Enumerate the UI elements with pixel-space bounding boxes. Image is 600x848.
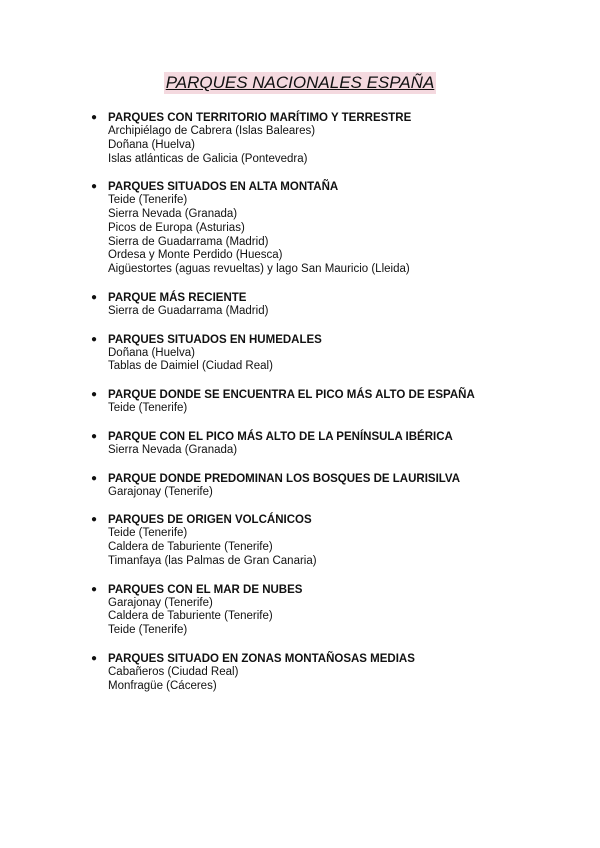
bullet-icon: ● [91, 514, 98, 526]
section-heading: PARQUES SITUADOS EN ALTA MONTAÑA [108, 181, 339, 194]
section-heading: PARQUE CON EL PICO MÁS ALTO DE LA PENÍNSULA IBÉRICA [108, 430, 453, 443]
section-heading: PARQUES CON TERRITORIO MARÍTIMO Y TERRESTRE [108, 112, 412, 124]
park-item: Monfragüe (Cáceres) [108, 679, 217, 692]
section [91, 430, 578, 458]
park-item: Tablas de Daimiel (Ciudad Real) [108, 360, 273, 373]
section-list [91, 111, 578, 707]
section [91, 180, 578, 277]
park-item: Sierra de Guadarrama (Madrid) [108, 304, 269, 317]
section-heading: PARQUE MÁS RECIENTE [108, 291, 247, 304]
section [91, 583, 578, 638]
park-item: Teide (Tenerife) [108, 527, 188, 540]
section [91, 388, 578, 416]
section [91, 111, 578, 166]
bullet-icon: ● [91, 112, 98, 123]
section [91, 333, 578, 375]
park-list [108, 597, 578, 638]
bullet-icon: ● [91, 652, 98, 664]
park-item: Sierra de Guadarrama (Madrid) [108, 235, 269, 248]
section-heading: PARQUE DONDE SE ENCUENTRA EL PICO MÁS ALTO DE ESPAÑA [108, 389, 475, 401]
park-item: Sierra Nevada (Granada) [108, 443, 238, 456]
park-item: Doñana (Huelva) [108, 138, 195, 151]
park-item: Caldera de Taburiente (Tenerife) [108, 610, 273, 623]
park-list [108, 194, 578, 277]
section-heading: PARQUES DE ORIGEN VOLCÁNICOS [108, 514, 312, 527]
park-item: Archipiélago de Cabrera (Islas Baleares) [108, 125, 316, 137]
park-item: Timanfaya (las Palmas de Gran Canaria) [108, 554, 317, 567]
section [91, 291, 578, 319]
park-list [108, 527, 578, 568]
park-list [108, 305, 578, 319]
title-wrapper [0, 72, 600, 94]
park-item: Cabañeros (Ciudad Real) [108, 665, 239, 678]
park-item: Caldera de Taburiente (Tenerife) [108, 541, 273, 553]
park-item: Garajonay (Tenerife) [108, 485, 213, 498]
section-heading: PARQUES SITUADOS EN HUMEDALES [108, 333, 322, 346]
park-item: Islas atlánticas de Galicia (Pontevedra) [108, 152, 308, 165]
park-list [108, 444, 578, 458]
bullet-icon: ● [91, 181, 98, 193]
park-item: Teide (Tenerife) [108, 402, 188, 414]
park-item: Sierra Nevada (Granada) [108, 208, 238, 220]
bullet-icon: ● [91, 389, 98, 400]
bullet-icon: ● [91, 430, 98, 442]
section [91, 652, 578, 694]
park-item: Ordesa y Monte Perdido (Huesca) [108, 249, 283, 262]
section-heading: PARQUES CON EL MAR DE NUBES [108, 583, 303, 596]
bullet-icon: ● [91, 583, 98, 595]
park-item: Aigüestortes (aguas revueltas) y lago San Mauricio (Lleida) [108, 263, 410, 275]
section-heading: PARQUE DONDE PREDOMINAN LOS BOSQUES DE LAURISILVA [108, 472, 461, 485]
park-list [108, 486, 578, 500]
section-heading: PARQUES SITUADO EN ZONAS MONTAÑOSAS MEDIAS [108, 652, 415, 665]
park-item: Picos de Europa (Asturias) [108, 221, 245, 234]
park-list [108, 402, 578, 416]
park-item: Teide (Tenerife) [108, 194, 188, 207]
park-item: Teide (Tenerife) [108, 624, 188, 636]
park-list [108, 125, 578, 166]
park-item: Doñana (Huelva) [108, 346, 195, 359]
bullet-icon: ● [91, 472, 98, 484]
bullet-icon: ● [91, 333, 98, 345]
park-list [108, 347, 578, 375]
bullet-icon: ● [91, 291, 98, 303]
section [91, 513, 578, 568]
section [91, 472, 578, 500]
park-list [108, 666, 578, 694]
document-title: PARQUES NACIONALES ESPAÑA [165, 73, 435, 92]
park-item: Garajonay (Tenerife) [108, 596, 213, 609]
